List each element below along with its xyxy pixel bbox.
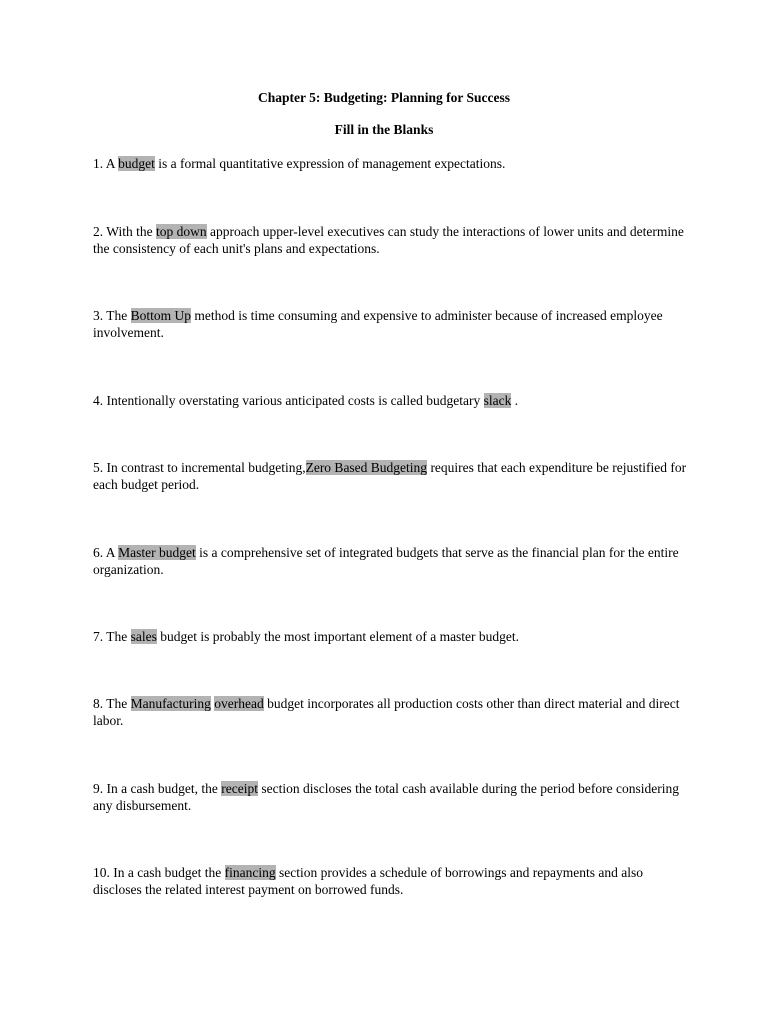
- answer-blank: receipt: [221, 781, 258, 796]
- question-2: [93, 223, 693, 257]
- question-text: method is time consuming and expensive to administer because of increased employee involvement.: [93, 308, 663, 340]
- answer-blank: Master budget: [118, 545, 196, 560]
- question-1: [93, 155, 693, 172]
- answer-blank: Bottom Up: [130, 308, 192, 323]
- question-9: [93, 780, 693, 814]
- question-text: 10. In a cash budget the: [93, 865, 225, 880]
- question-text: section discloses the total cash available during the period before considering any disbursement.: [93, 781, 679, 813]
- answer-blank: sales: [130, 629, 157, 644]
- question-text: 1. A: [93, 156, 119, 171]
- question-text: is a formal quantitative expression of management expectations.: [154, 156, 506, 171]
- question-text: section provides a schedule of borrowings and repayments and also discloses the related interest payment on borrowed funds.: [93, 865, 643, 897]
- question-text: approach upper-level executives can study the interactions of lower units and determine the consistency of each unit's plans and expectations.: [93, 224, 684, 256]
- question-6: [93, 544, 693, 578]
- answer-blank: financing: [224, 865, 276, 880]
- page-subtitle: Fill in the Blanks: [334, 122, 434, 137]
- question-text: budget is probably the most important element of a master budget.: [156, 629, 520, 644]
- question-text: 9. In a cash budget, the: [93, 781, 222, 796]
- question-text: 6. A: [93, 545, 119, 560]
- question-text: 3. The: [93, 308, 131, 323]
- question-3: [93, 307, 693, 341]
- question-10: [93, 864, 693, 898]
- question-text: 5. In contrast to incremental budgeting,: [93, 460, 306, 475]
- answer-blank: Manufacturing: [130, 696, 211, 711]
- answer-blank: budget: [118, 156, 155, 171]
- question-5: [93, 459, 693, 493]
- question-text: is a comprehensive set of integrated budgets that serve as the financial plan for the entire organization.: [93, 545, 679, 577]
- answer-blank: top down: [155, 224, 207, 239]
- question-text: 8. The: [93, 696, 131, 711]
- question-4: [93, 392, 693, 409]
- answer-blank: overhead: [214, 696, 264, 711]
- page-title: Chapter 5: Budgeting: Planning for Success: [258, 90, 510, 105]
- question-text: 4. Intentionally overstating various anticipated costs is called budgetary: [93, 393, 484, 408]
- question-text: 2. With the: [93, 224, 156, 239]
- question-7: [93, 628, 693, 645]
- question-text: requires that each expenditure be rejustified for each budget period.: [93, 460, 687, 492]
- question-text: budget incorporates all production costs other than direct material and direct labor.: [93, 696, 680, 728]
- question-text: .: [511, 393, 519, 408]
- answer-blank: slack: [483, 393, 512, 408]
- question-text: 7. The: [93, 629, 131, 644]
- question-8: [93, 695, 693, 729]
- answer-blank: Zero Based Budgeting: [305, 460, 428, 475]
